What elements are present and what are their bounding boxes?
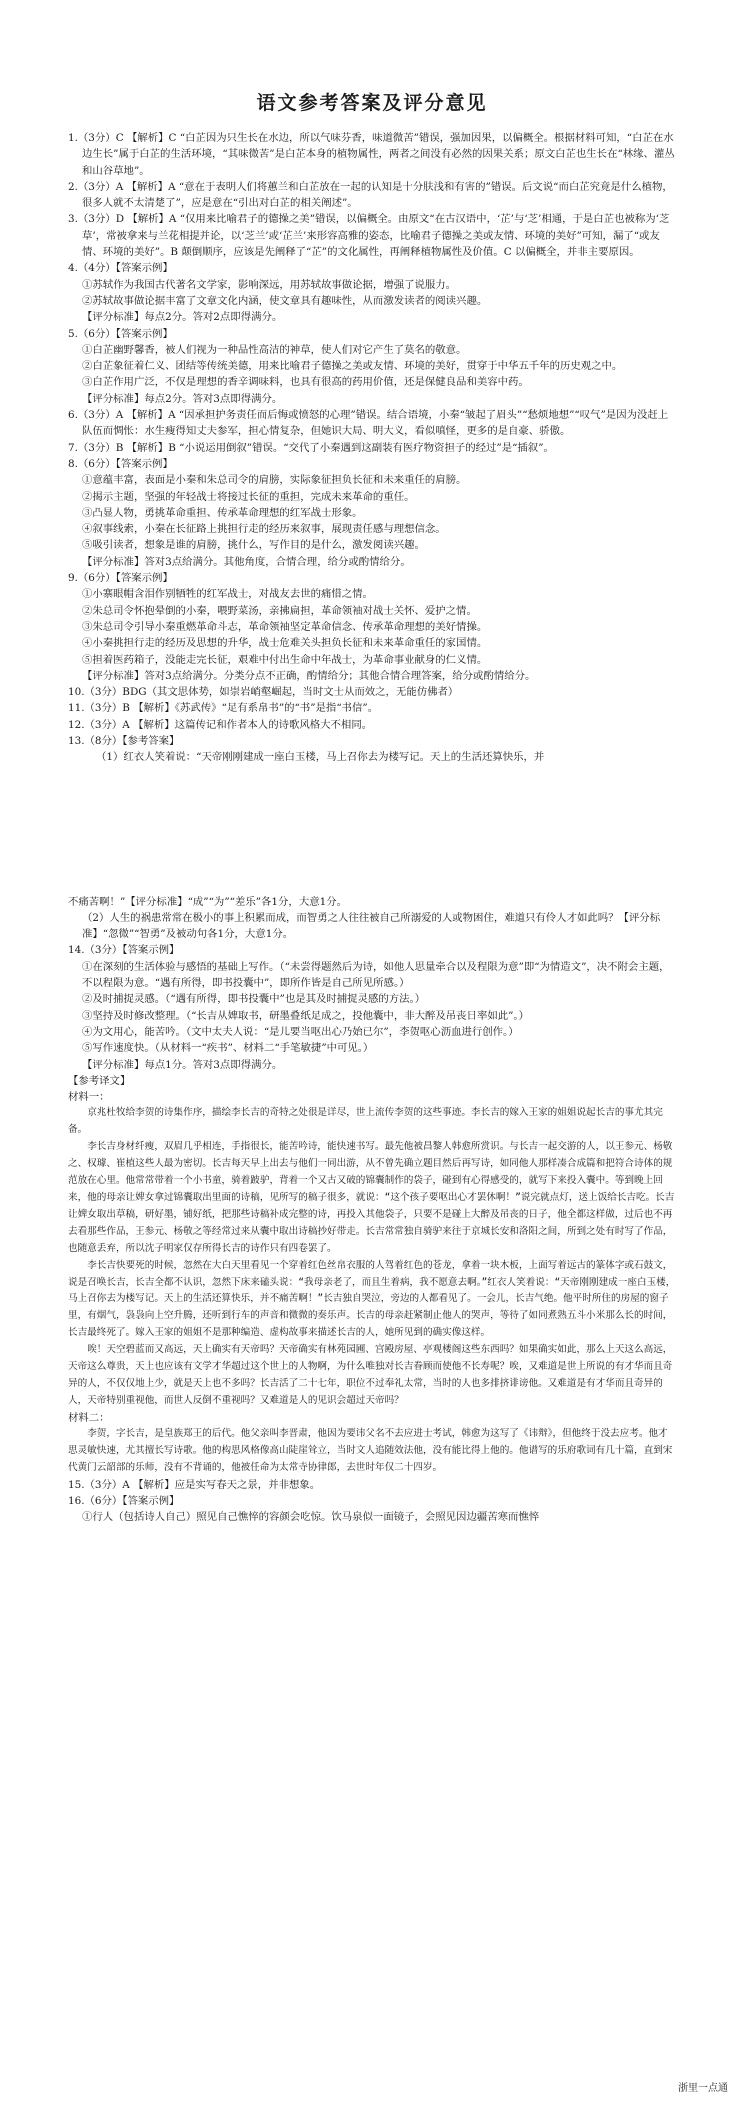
material-1-label: 材料一： [68, 1091, 110, 1104]
answer-14-point: ④为文用心，能苦吟。（文中太夫人说：“是儿要当呕出心乃始已尔”，李贺呕心沥血进行创作。） [82, 1025, 519, 1038]
answer-5-point: ③白芷作用广泛，不仅是理想的香辛调味料，也具有很高的药用价值，还是保健良品和美容中药。 [82, 376, 529, 389]
answers-1-to-4 [68, 130, 676, 766]
answer-8-point: ①意蕴丰富，表面是小秦和朱总司令的肩膀，实际象征担负长征和未来重任的肩膀。 [82, 474, 467, 487]
answer-9-point: ②朱总司令怀抱晕倒的小秦，喂野菜汤，亲拂扁担，革命领袖对战士关怀、爱护之情。 [82, 604, 477, 617]
answers-13-to-16 [68, 894, 676, 1106]
answer-15: 15.（3分）A 【解析】应是实写春天之景，并非想象。 [68, 1478, 321, 1491]
answer-11: 11.（3分）B 【解析】《苏武传》“足有系帛书”的“书”是指“书信”。 [68, 702, 379, 715]
answer-8-point: ②揭示主题，坚强的年轻战士将接过长征的重担，完成未来革命的重任。 [82, 490, 415, 503]
answer-13-part1: （1）红衣人笑着说：“天帝刚刚建成一座白玉楼，马上召你去为楼写记。天上的生活还算快乐，并 [96, 751, 545, 764]
translation-paragraph: 李长吉身材纤瘦，双眉几乎相连，手指很长，能苦吟诗，能快速书写。最先他被昌黎人韩愈所赏识。与长吉一起交游的人，以王参元、杨敬之、权璩、崔植这些人最为密切。长吉每天早上出去与他们一同出游，从不曾先确立题目然后再写诗，如同他人那样凑合成篇和把符合诗体的规范放在心里。他常常带着一个小书童，骑着跛驴，背着一个又古又破的锦囊制作的袋子，碰到有心得感受的，就写下来投入囊中。等到晚上回来，他的母亲让婢女拿过锦囊取出里面的诗稿，见所写的稿子很多，就说：“这个孩子要呕出心才罢休啊！”说完就点灯，送上饭给长吉吃。长吉让婢女取出草稿，研好墨，铺好纸，把那些诗稿补成完整的诗，再投入其他袋子，只要不是碰上大醉及吊丧的日子，他全都这样做，过后也不再去看那些作品，王参元、杨敬之等经常过来从囊中取出诗稿抄好带走。长吉常常独自骑驴来往于京城长安和洛阳之间，所到之处有时写了作品，也随意丢弃，所以沈子明家仅存所得长吉的诗作只有四卷罢了。 [68, 1141, 675, 1254]
answer-9-head: 9.（6分）【答案示例】 [68, 572, 173, 585]
answer-13-part2: （2）人生的祸患常常在极小的事上积累而成，而智勇之人往往被自己所溺爱的人或物困住，难道只有伶人才如此吗？【评分标准】“忽微”“智勇”及被动句各1分，大意1分。 [82, 911, 661, 941]
material-2-label: 材料二： [68, 1411, 110, 1424]
answer-9-point: ⑤担着医药箱子，没能走完长征，艰难中付出生命中年战士，为革命事业献身的仁义情。 [82, 653, 488, 666]
answer-9-point: ①小寨眼帽含泪作别牺牲的红军战士，对战友去世的痛惜之情。 [82, 588, 373, 601]
answer-6: 6.（3分）A 【解析】A “因承担护务责任而后悔或愤怒的心理”错误。结合语境，小秦“皱起了眉头”“愁烦地想”“叹气”是因为没赶上队伍而惆怅：水生瘦得知丈夫参军，担心情复杂，但她识大局、明大义，看似嗔怪，更多的是自豪、骄傲。 [68, 409, 669, 438]
answer-4-point: ①苏轼作为我国古代著名文学家，影响深远，用苏轼故事做论据，增强了说服力。 [82, 278, 457, 291]
answer-14-point: ③坚持及时修改整理。（“长吉从婢取书，研墨叠纸足成之，投他囊中，非大醉及吊丧日率如此”。） [82, 1009, 530, 1022]
answer-8-point: ④叙事线索，小秦在长征路上挑担行走的经历来叙事，展现责任感与理想信念。 [82, 523, 446, 536]
answer-content [68, 130, 676, 1526]
answer-9-scoring: 【评分标准】答对3点给满分。分类分点不正确，酌情给分；其他合情合理答案，给分或酌情给分。 [82, 669, 536, 682]
answer-16-head: 16.（6分）【答案示例】 [68, 1495, 180, 1508]
answer-5-scoring: 【评分标准】每点2分。答对3点即得满分。 [82, 392, 283, 405]
answer-16-point: ①行人（包括诗人自己）照见自己憔悴的容颜会吃惊。饮马泉似一面镜子，会照见因边疆苦寒而憔悴 [82, 1511, 540, 1524]
answer-14-point: ⑤写作速度快。（从材料一“疾书”、材料二“手笔敏捷”中可见。） [82, 1042, 374, 1055]
answer-2: 2.（3分）A 【解析】A “意在于表明人们将蕙兰和白芷放在一起的认知是十分肤浅和有害的”错误。后文说“而白芷究竟是什么植物，很多人就不太清楚了”，应是意在“引出对白芷的相关阐述”。 [68, 180, 673, 210]
translation-heading: 【参考译文】 [68, 1074, 131, 1087]
page-title: 语文参考答案及评分意见 [256, 92, 488, 114]
answer-8-scoring: 【评分标准】答对3点给满分。其他角度，合情合理，给分或酌情给分。 [82, 555, 411, 568]
answer-8-point: ⑤吸引读者，想象是谁的肩膀，挑什么，写作目的是什么，激发阅读兴趣。 [82, 539, 425, 552]
answer-5-head: 5.（6分）【答案示例】 [68, 327, 173, 340]
answer-13-part1-end: 不痛苦啊！”【评分标准】“成”“为”“差乐”各1分，大意1分。 [68, 895, 347, 908]
material-2-label-wrap [68, 1410, 676, 1426]
footer-brand: 浙里一点通 [678, 2083, 728, 2094]
translation-paragraph: 唉！天空碧蓝而又高远，天上确实有天帝吗？天帝确实有林苑园圃、宫殿房屋、亭观楼阁这些东西吗？如果确实如此，那么上天这么高远，天帝这么尊贵，天上也应该有文学才华超过这个世上的人物啊，为什么唯独对长吉眷顾而使他不长寿呢？唉，又难道是世上所说的有才华而且奇异的人，不仅仅地上少，就是天上也不多吗？长吉活了二十七年，职位不过奉礼太常，当时的人也多排挤诽谤他。又难道是有才华而且奇异的人，天帝特别重视他，而世人反倒不重视吗？又难道是人的见识会超过天帝吗？ [68, 1344, 673, 1406]
translation-material-2 [68, 1426, 676, 1477]
answer-13-head: 13.（8分）【参考答案】 [68, 734, 180, 747]
answer-3: 3.（3分）D 【解析】A “仅用来比喻君子的德操之美”错误，以偏概全。由原文“在古汉语中，‘芷’与‘芝’相通，于是白芷也被称为‘芝草’，常被拿来与兰花相提并论，以‘芝兰’或‘芷兰’来形容高雅的姿态，比喻君子德操之美或友情、环境的美好”可知，漏了“或友情、环境的美好”。B 颠倒顺序，应该是先阐释了“芷”的文化属性，再阐释植物属性及价值。C 以偏概全，并非主要原因。 [68, 213, 670, 259]
answer-8-point: ③凸显人物，勇挑革命重担、传承革命理想的红军战士形象。 [82, 506, 363, 519]
translation-paragraph: 京兆杜牧给李贺的诗集作序，描绘李长吉的奇特之处很是详尽，世上流传李贺的这些事迹。李长吉的嫁入王家的姐姐说起长吉的事尤其完备。 [68, 1107, 663, 1136]
answer-5-point: ②白芷象征着仁义、团结等传统美德，用来比喻君子德操之美或友情、环境的美好，贯穿于中华五千年的历史观之中。 [82, 360, 623, 373]
answer-4-point: ②苏轼故事做论据丰富了文章文化内涵，使文章具有趣味性，从而激发读者的阅读兴趣。 [82, 294, 488, 307]
answer-14-point: ①在深刻的生活体验与感悟的基础上写作。（“未尝得题然后为诗，如他人思量牵合以及程限为意”即“为情造文”，决不附会主题，不以程限为意。“遇有所得，即书投囊中”，即所作皆是自己所见所感。） [82, 960, 670, 990]
answers-15-16 [68, 1477, 676, 1526]
answer-10: 10.（3分）BDG（其文思体势，如崇岩峭壑崛起，当时文士从而效之，无能仿佛者） [68, 686, 459, 699]
answer-14-scoring: 【评分标准】每点1分。答对3点即得满分。 [82, 1058, 283, 1071]
translation-material-1 [68, 1105, 676, 1409]
blank-area [68, 766, 676, 894]
answer-5-point: ①白芷幽野馨香，被人们视为一种品性高洁的神草，使人们对它产生了莫名的敬意。 [82, 343, 467, 356]
answer-8-head: 8.（6分）【答案示例】 [68, 457, 173, 470]
answer-9-point: ④小秦挑担行走的经历及思想的升华，战士危难关头担负长征和未来革命重任的家国情。 [82, 637, 488, 650]
answer-1: 1.（3分）C 【解析】C “白芷因为只生长在水边，所以气味芬香，味道微苦”错误，强加因果，以偏概全。根据材料可知，“白芷在水边生长”属于白芷的生活环境，“其味微苦”是白芷本身的植物属性，两者之间没有必然的因果关系；原文白芷也生长在“林缘、灌丛和山谷草地”。 [68, 132, 675, 177]
answer-14-head: 14.（3分）【答案示例】 [68, 944, 180, 957]
answer-4-scoring: 【评分标准】每点2分。答对2点即得满分。 [82, 311, 283, 324]
answer-7: 7.（3分）B 【解析】B “小说运用倒叙”错误。“交代了小秦遇到这副装有医疗物资担子的经过”是“插叙”。 [68, 441, 554, 454]
answer-14-point: ②及时捕捉灵感。（“遇有所得，即书投囊中”也是其及时捕捉灵感的方法。） [82, 993, 426, 1006]
answer-9-point: ③朱总司令引导小秦重燃革命斗志，革命领袖坚定革命信念、传承革命理想的美好情操。 [82, 620, 488, 633]
answer-12: 12.（3分）A 【解析】这篇传记和作者本人的诗歌风格大不相同。 [68, 718, 373, 731]
translation-paragraph: 李贺，字长吉，是皇族郑王的后代。他父亲叫李晋肃，他因为要讳父名不去应进士考试，韩愈为这写了《讳辩》，但他终于没去应考。他才思灵敏快速，尤其擅长写诗歌。他的构思风格像高山陡崖耸立，当时文人追随效法他，没有能比得上他的。他谱写的乐府歌词有几十篇，直到宋代黄门云韶部的乐师，没有不背诵的，他被任命为太常寺协律郎，去世时年仅二十四岁。 [68, 1428, 673, 1473]
answer-4-head: 4.（4分）【答案示例】 [68, 262, 173, 275]
translation-paragraph: 李长吉快要死的时候，忽然在大白天里看见一个穿着红色丝帛衣服的人驾着红色的苍龙，拿着一块木板，上面写着远古的篆体字或石鼓文，说是召唤长吉，长吉全都不认识，忽然下床来磕头说：“我母亲老了，而且生着病，我不愿意去啊。”红衣人笑着说：“天帝刚刚建成一座白玉楼，马上召你去为楼写记。天上的生活还算快乐，并不痛苦啊！”长吉独自哭泣，旁边的人都看见了。一会儿，长吉气绝。他平时所住的房屋的窗子里，有烟气，袅袅向上空升腾，还听到行车的声音和微微的奏乐声。长吉的母亲赶紧制止他人的哭声，等待了如同煮熟五斗小米那么长的时间，长吉最终死了。嫁入王家的姐姐不是那种编造、虚构故事来描述长吉的人，她所见到的确实像这样。 [68, 1259, 676, 1339]
